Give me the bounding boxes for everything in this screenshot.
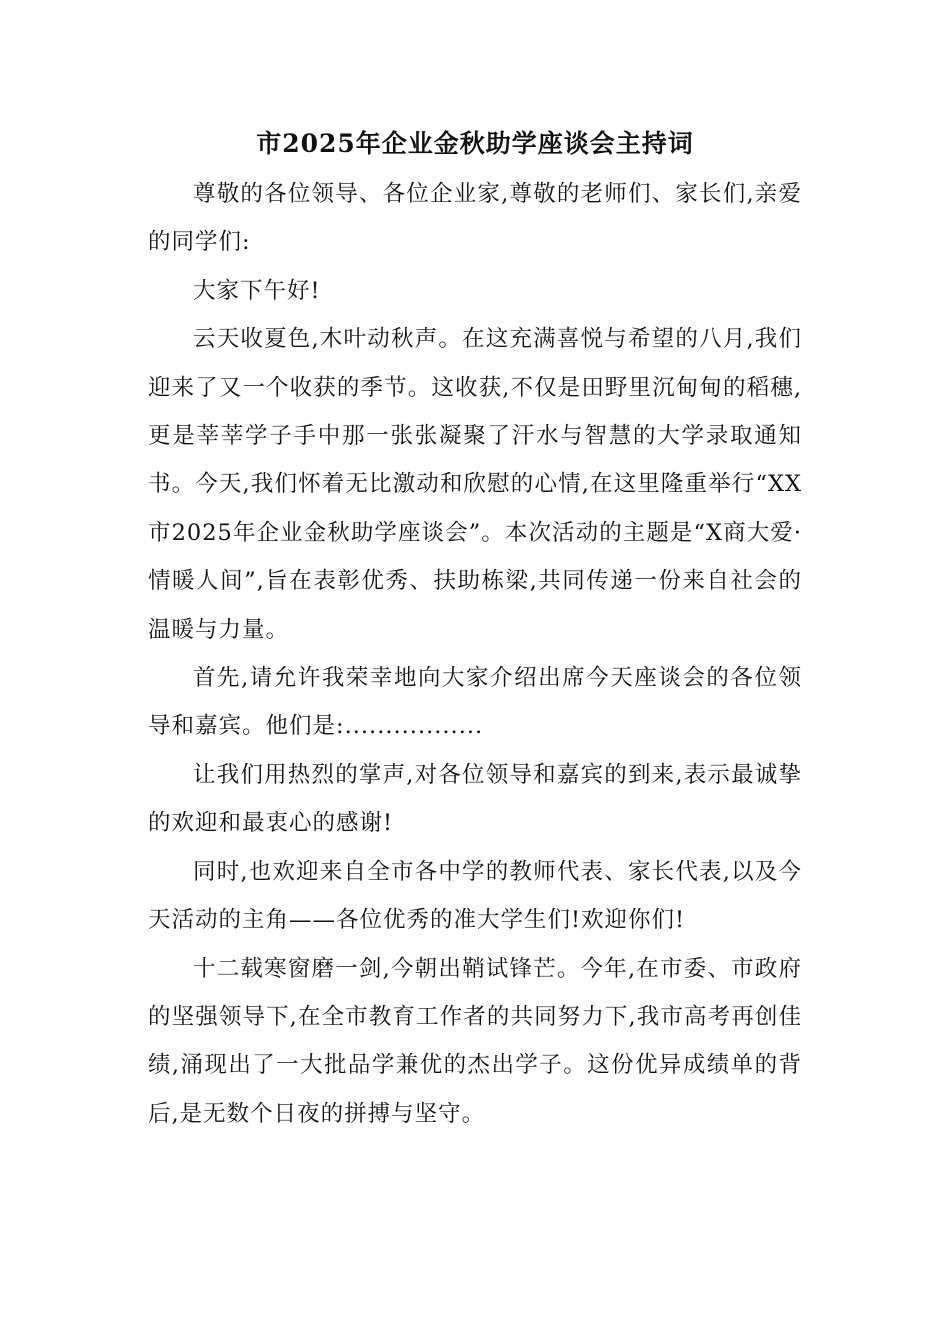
document-title: 市2025年企业金秋助学座谈会主持词 [256,129,694,158]
paragraph-welcome: 同时,也欢迎来自全市各中学的教师代表、家长代表,以及今天活动的主角——各位优秀的准大学生们!欢迎你们! [148,858,802,934]
paragraph-greeting: 尊敬的各位领导、各位企业家,尊敬的老师们、家长们,亲爱的同学们: [148,181,802,256]
paragraph-achievements: 十二载寒窗磨一剑,今朝出鞘试锋芒。今年,在市委、市政府的坚强领导下,在全市教育工作者的共同努力下,我市高考再创佳绩,涌现出了一大批品学兼优的杰出学子。这份优异成绩单的背后,是无数个日夜的拼搏与坚守。 [148,955,802,1127]
paragraph-opening: 云天收夏色,木叶动秋声。在这充满喜悦与希望的八月,我们迎来了又一个收获的季节。这收获,不仅是田野里沉甸甸的稻穗,更是莘莘学子手中那一张张凝聚了汗水与智慧的大学录取通知书。今天,我们怀着无比激动和欣慰的心情,在这里隆重举行“XX市2025年企业金秋助学座谈会”。本次活动的主题是“X商大爱·情暖人间”,旨在表彰优秀、扶助栋梁,共同传递一份来自社会的温暖与力量。 [148,326,802,643]
paragraph-good-afternoon: 大家下午好! [193,277,321,304]
paragraph-applause: 让我们用热烈的掌声,对各位领导和嘉宾的到来,表示最诚挚的欢迎和最衷心的感谢! [148,761,802,837]
document-body [148,122,802,1138]
paragraph-introduction: 首先,请允许我荣幸地向大家介绍出席今天座谈会的各位领导和嘉宾。他们是:................. [148,665,802,740]
